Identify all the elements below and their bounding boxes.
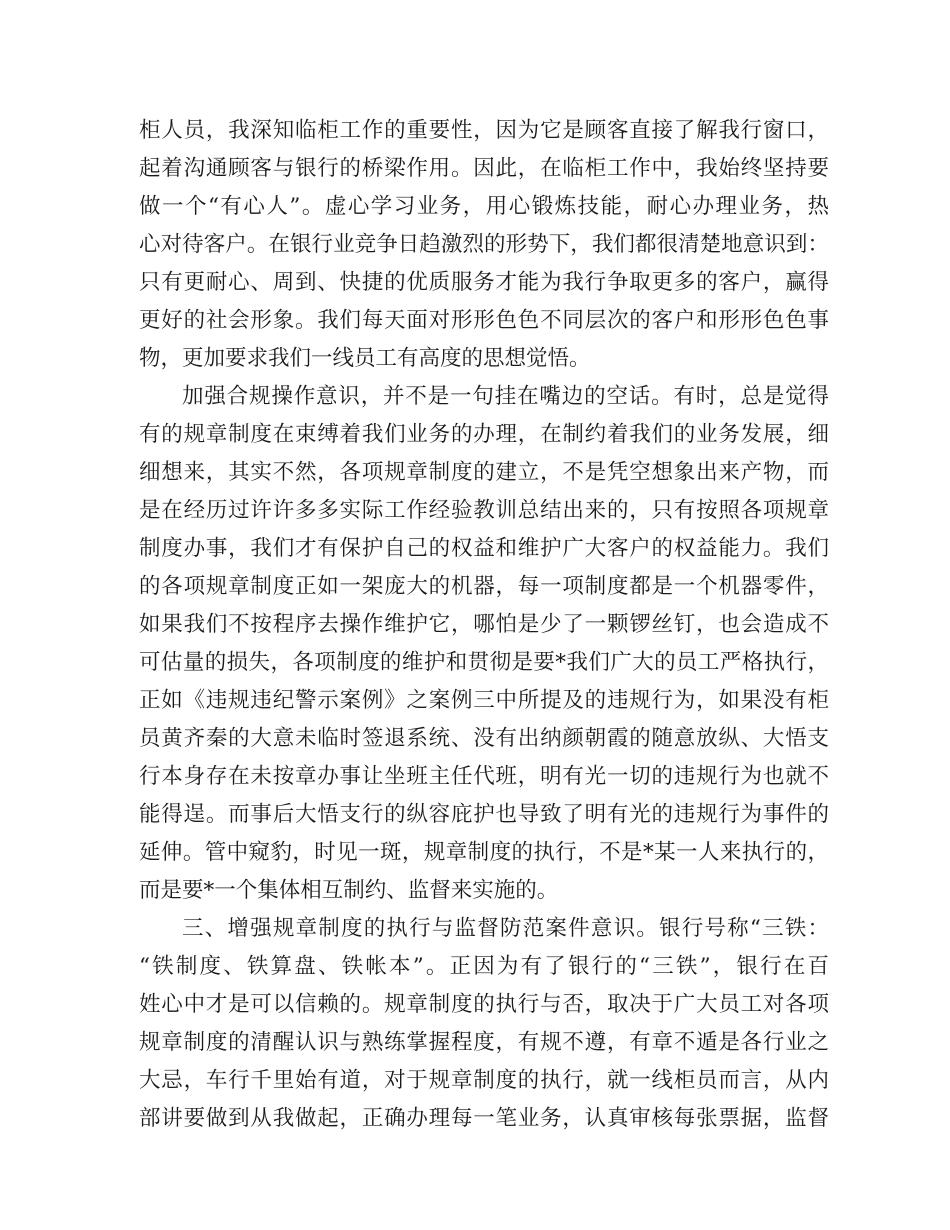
text-line: 只有更耐心、周到、快捷的优质服务才能为我行争取更多的客户，赢得 xyxy=(139,270,829,295)
text-line: 起着沟通顾客与银行的桥梁作用。因此，在临柜工作中，我始终坚持要 xyxy=(139,156,829,181)
text-line: 正如《违规违纪警示案例》之案例三中所提及的违规行为，如果没有柜 xyxy=(139,688,829,713)
text-line: 姓心中才是可以信赖的。规章制度的执行与否，取决于广大员工对各项 xyxy=(139,992,829,1017)
text-line: 延伸。管中窥豹，时见一斑，规章制度的执行，不是*某一人来执行的， xyxy=(139,840,829,865)
text-line: 如果我们不按程序去操作维护它，哪怕是少了一颗锣丝钉，也会造成不 xyxy=(139,612,829,637)
text-line: 部讲要做到从我做起，正确办理每一笔业务，认真审核每张票据，监督 xyxy=(139,1106,829,1131)
paragraph-3 xyxy=(139,910,829,1138)
text-line: 柜人员，我深知临柜工作的重要性，因为它是顾客直接了解我行窗口， xyxy=(139,118,829,143)
text-line: “铁制度、铁算盘、铁帐本”。正因为有了银行的“三铁”，银行在百 xyxy=(139,954,829,979)
text-line: 做一个“有心人”。虚心学习业务，用心锻炼技能，耐心办理业务，热 xyxy=(139,194,829,219)
text-line: 员黄齐秦的大意未临时签退系统、没有出纳颜朝霞的随意放纵、大悟支 xyxy=(139,726,829,751)
text-line: 可估量的损失，各项制度的维护和贯彻是要*我们广大的员工严格执行， xyxy=(139,650,829,675)
text-line: 心对待客户。在银行业竞争日趋激烈的形势下，我们都很清楚地意识到： xyxy=(139,232,829,257)
text-line: 而是要*一个集体相互制约、监督来实施的。 xyxy=(139,878,559,903)
text-line: 行本身存在未按章办事让坐班主任代班，明有光一切的违规行为也就不 xyxy=(139,764,829,789)
text-line: 制度办事，我们才有保护自己的权益和维护广大客户的权益能力。我们 xyxy=(139,536,829,561)
text-line: 加强合规操作意识，并不是一句挂在嘴边的空话。有时，总是觉得 xyxy=(182,384,829,409)
text-line: 规章制度的清醒认识与熟练掌握程度，有规不遵，有章不遁是各行业之 xyxy=(139,1030,829,1055)
text-line: 能得逞。而事后大悟支行的纵容庇护也导致了明有光的违规行为事件的 xyxy=(139,802,829,827)
text-line: 物，更加要求我们一线员工有高度的思想觉悟。 xyxy=(139,346,591,371)
text-line: 更好的社会形象。我们每天面对形形色色不同层次的客户和形形色色事 xyxy=(139,308,829,333)
text-line: 细想来，其实不然，各项规章制度的建立，不是凭空想象出来产物，而 xyxy=(139,460,829,485)
document-body xyxy=(139,112,829,1138)
text-line: 是在经历过许许多多实际工作经验教训总结出来的，只有按照各项规章 xyxy=(139,498,829,523)
text-line: 的各项规章制度正如一架庞大的机器，每一项制度都是一个机器零件， xyxy=(139,574,829,599)
text-line: 大忌，车行千里始有道，对于规章制度的执行，就一线柜员而言，从内 xyxy=(139,1068,829,1093)
text-line: 有的规章制度在束缚着我们业务的办理，在制约着我们的业务发展，细 xyxy=(139,422,829,447)
paragraph-2 xyxy=(139,378,829,910)
text-line: 三、增强规章制度的执行与监督防范案件意识。银行号称“三铁： xyxy=(182,916,829,941)
paragraph-1 xyxy=(139,112,829,378)
